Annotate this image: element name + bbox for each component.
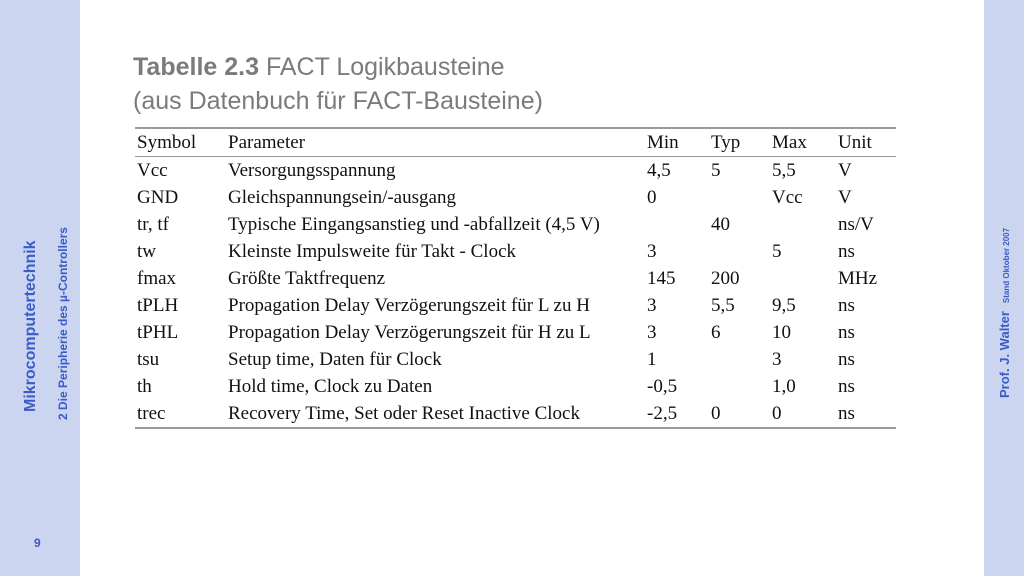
chapter-title: 2 Die Peripherie des µ-Controllers bbox=[56, 227, 70, 420]
cell-typ bbox=[709, 346, 770, 373]
author-footer bbox=[996, 228, 1014, 398]
cell-parameter: Größte Taktfrequenz bbox=[228, 268, 386, 289]
cell-typ bbox=[709, 238, 770, 265]
cell-unit: ns/V bbox=[838, 214, 874, 235]
cell-symbol: Vcc bbox=[137, 160, 168, 181]
cell-max: 10 bbox=[772, 322, 791, 343]
cell-unit: ns bbox=[838, 322, 855, 343]
header-min: Min bbox=[647, 132, 679, 153]
cell-max: 5 bbox=[772, 241, 782, 262]
table-row bbox=[135, 292, 896, 319]
cell-typ bbox=[709, 184, 770, 211]
cell-unit: ns bbox=[838, 376, 855, 397]
cell-parameter: Versorgungsspannung bbox=[228, 160, 396, 181]
cell-unit: ns bbox=[838, 403, 855, 424]
cell-symbol: fmax bbox=[137, 268, 177, 289]
cell-symbol: tr, tf bbox=[137, 214, 169, 235]
cell-parameter: Propagation Delay Verzögerungszeit für H zu L bbox=[228, 322, 591, 343]
table-row bbox=[135, 373, 896, 400]
cell-parameter: Setup time, Daten für Clock bbox=[228, 349, 442, 370]
cell-max: Vcc bbox=[772, 187, 803, 208]
cell-symbol: tsu bbox=[137, 349, 160, 370]
cell-typ: 0 bbox=[711, 403, 721, 424]
title-text: FACT Logikbausteine bbox=[265, 53, 505, 81]
cell-symbol: tPLH bbox=[137, 295, 179, 316]
table-row bbox=[135, 157, 896, 185]
cell-unit: ns bbox=[838, 241, 855, 262]
cell-max bbox=[770, 265, 836, 292]
table-number: Tabelle 2.3 bbox=[133, 53, 259, 81]
cell-symbol: trec bbox=[137, 403, 166, 424]
sidebar-text-area bbox=[0, 0, 80, 576]
slide-title bbox=[133, 50, 543, 118]
title-subtitle: (aus Datenbuch für FACT-Bausteine) bbox=[133, 87, 543, 115]
cell-max: 1,0 bbox=[772, 376, 796, 397]
fact-parameter-table bbox=[135, 127, 896, 429]
header-typ: Typ bbox=[711, 132, 741, 153]
cell-symbol: tw bbox=[137, 241, 156, 262]
cell-min: 145 bbox=[647, 268, 676, 289]
table-row bbox=[135, 211, 896, 238]
cell-typ bbox=[709, 373, 770, 400]
cell-parameter: Hold time, Clock zu Daten bbox=[228, 376, 433, 397]
header-unit: Unit bbox=[838, 132, 872, 153]
cell-typ: 5 bbox=[711, 160, 721, 181]
cell-typ: 40 bbox=[711, 214, 730, 235]
cell-min: -0,5 bbox=[647, 376, 678, 397]
course-title: Mikrocomputertechnik bbox=[22, 240, 39, 412]
cell-parameter: Gleichspannungsein/-ausgang bbox=[228, 187, 456, 208]
cell-parameter: Typische Eingangsanstieg und -abfallzeit (4,5 V) bbox=[228, 214, 600, 235]
cell-parameter: Propagation Delay Verzögerungszeit für L zu H bbox=[228, 295, 590, 316]
cell-unit: ns bbox=[838, 349, 855, 370]
cell-symbol: tPHL bbox=[137, 322, 179, 343]
cell-max bbox=[770, 211, 836, 238]
header-parameter: Parameter bbox=[228, 132, 306, 153]
cell-min: 3 bbox=[647, 322, 657, 343]
table-row bbox=[135, 184, 896, 211]
cell-min bbox=[645, 211, 709, 238]
cell-symbol: GND bbox=[137, 187, 179, 208]
cell-min: 3 bbox=[647, 241, 657, 262]
table-row bbox=[135, 346, 896, 373]
cell-min: 4,5 bbox=[647, 160, 671, 181]
cell-min: 1 bbox=[647, 349, 657, 370]
cell-typ: 200 bbox=[711, 268, 740, 289]
table-row bbox=[135, 238, 896, 265]
cell-typ: 6 bbox=[711, 322, 721, 343]
cell-max: 3 bbox=[772, 349, 782, 370]
table-row bbox=[135, 400, 896, 428]
page-number: 9 bbox=[34, 536, 41, 550]
header-max: Max bbox=[772, 132, 807, 153]
table-row bbox=[135, 265, 896, 292]
revision-date: Stand Oktober 2007 bbox=[1002, 227, 1011, 304]
cell-max: 9,5 bbox=[772, 295, 796, 316]
author-name: Prof. J. Walter bbox=[997, 311, 1012, 398]
table-header-row bbox=[135, 128, 896, 157]
cell-typ: 5,5 bbox=[711, 295, 735, 316]
header-symbol: Symbol bbox=[137, 132, 197, 153]
cell-max: 5,5 bbox=[772, 160, 796, 181]
table-row bbox=[135, 319, 896, 346]
cell-min: 3 bbox=[647, 295, 657, 316]
cell-unit: MHz bbox=[838, 268, 878, 289]
cell-min: -2,5 bbox=[647, 403, 678, 424]
cell-parameter: Recovery Time, Set oder Reset Inactive Clock bbox=[228, 403, 580, 424]
cell-unit: ns bbox=[838, 295, 855, 316]
cell-min: 0 bbox=[647, 187, 657, 208]
cell-unit: V bbox=[838, 160, 852, 181]
cell-parameter: Kleinste Impulsweite für Takt - Clock bbox=[228, 241, 517, 262]
cell-max: 0 bbox=[772, 403, 782, 424]
cell-symbol: th bbox=[137, 376, 152, 397]
cell-unit: V bbox=[838, 187, 852, 208]
